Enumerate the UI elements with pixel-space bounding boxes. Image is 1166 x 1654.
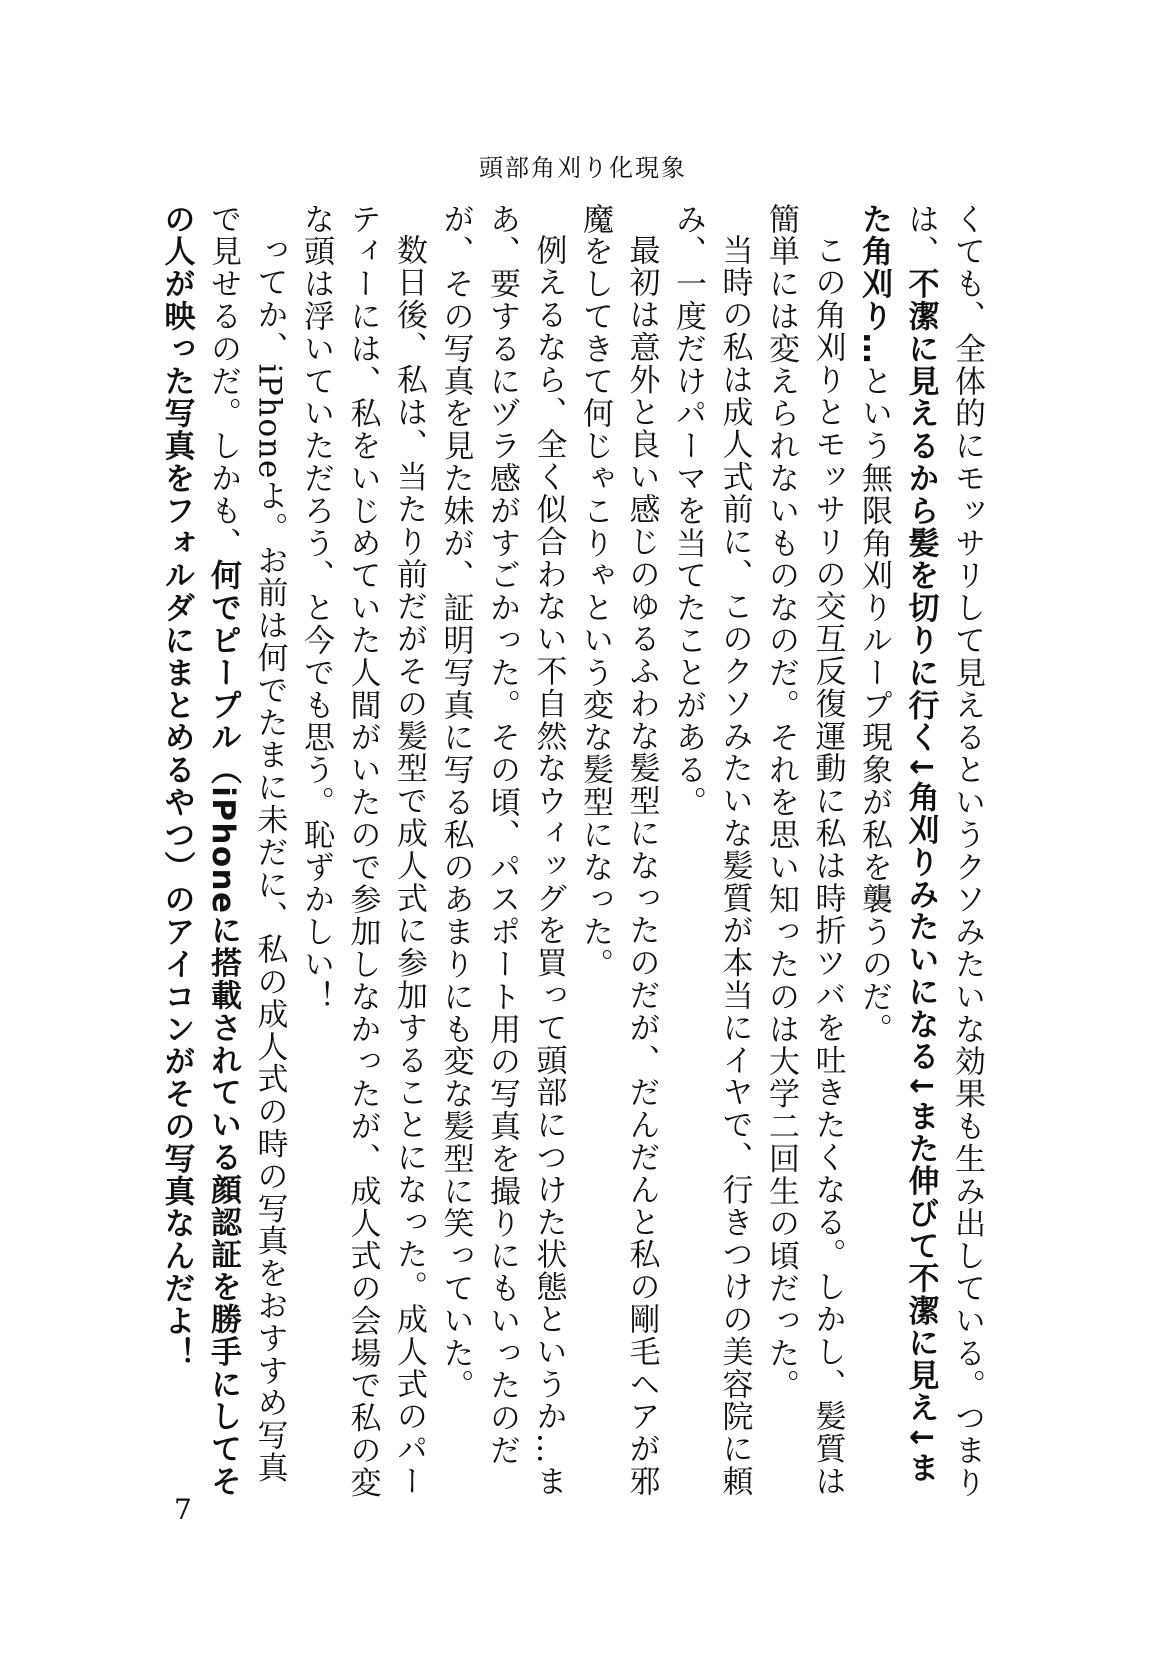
paragraph <box>293 203 433 1503</box>
paragraph <box>851 203 991 1503</box>
paragraph <box>665 203 758 1503</box>
text-run: この角刈りとモッサリの交互反復運動に私は時折ツバを吐きたくなる。しかし、髪質は簡単には変えられないものなのだ。それを思い知ったのは大学二回生の頃だった。 <box>763 203 846 1498</box>
text-run: 当時の私は成人式前に、このクソみたいな髪質が本当にイヤで、行きつけの美容院に頼み、一度だけパーマを当てたことがある。 <box>670 203 753 1498</box>
bold-text-run: 何でピープル（iPhoneに搭載されている顔認証を勝手にしてその人が映った写真をフォルダにまとめるやつ）のアイコンがその写真なんだよ！ <box>158 203 241 1498</box>
text-run: 例えるなら、全く似合わない不自然なウィッグを買って頭部につけた状態というか…まあ、要するにヅラ感がすごかった。その頃、パスポート用の写真を撮りにもいったのだが、その写真を見た妹が、証明写真に写る私のあまりにも変な髪型に笑っていた。 <box>437 203 567 1498</box>
text-run: という無限角刈りループ現象が私を襲うのだ。 <box>856 365 892 1046</box>
paragraph <box>153 203 293 1503</box>
paragraph <box>758 203 851 1503</box>
text-run: ってか、iPhoneよ。お前は何でたまに未だに、私の成人式の時の写真をおすすめ写真で見せるのだ。しかも、 <box>205 203 288 1485</box>
bold-text-run: 不潔に見えるから髪を切りに行く↓角刈りみたいになる↓また伸びて不潔に見え↓また角刈り… <box>856 203 939 1484</box>
running-head: 頭部角刈り化現象 <box>479 154 687 182</box>
page-number: 7 <box>174 1493 192 1526</box>
body-text <box>158 203 990 1503</box>
text-run: 数日後、私は、当たり前だがその髪型で成人式に参加することになった。成人式のパーティーには、私をいじめていた人間がいたので参加しなかったが、成人式の会場で私の変な頭は浮いていただろう、と今でも思う。恥ずかしい！ <box>298 203 427 1499</box>
paragraph <box>572 203 665 1503</box>
text-run: くても、全体的にモッサリして見えるというクソみたいな効果も生み出している。つまりは、 <box>902 203 985 1499</box>
paragraph <box>432 203 572 1503</box>
text-run: 最初は意外と良い感じのゆるふわな髪型になったのだが、だんだんと私の剛毛ヘアが邪魔をしてきて何じゃこりゃという変な髪型になった。 <box>577 203 660 1498</box>
